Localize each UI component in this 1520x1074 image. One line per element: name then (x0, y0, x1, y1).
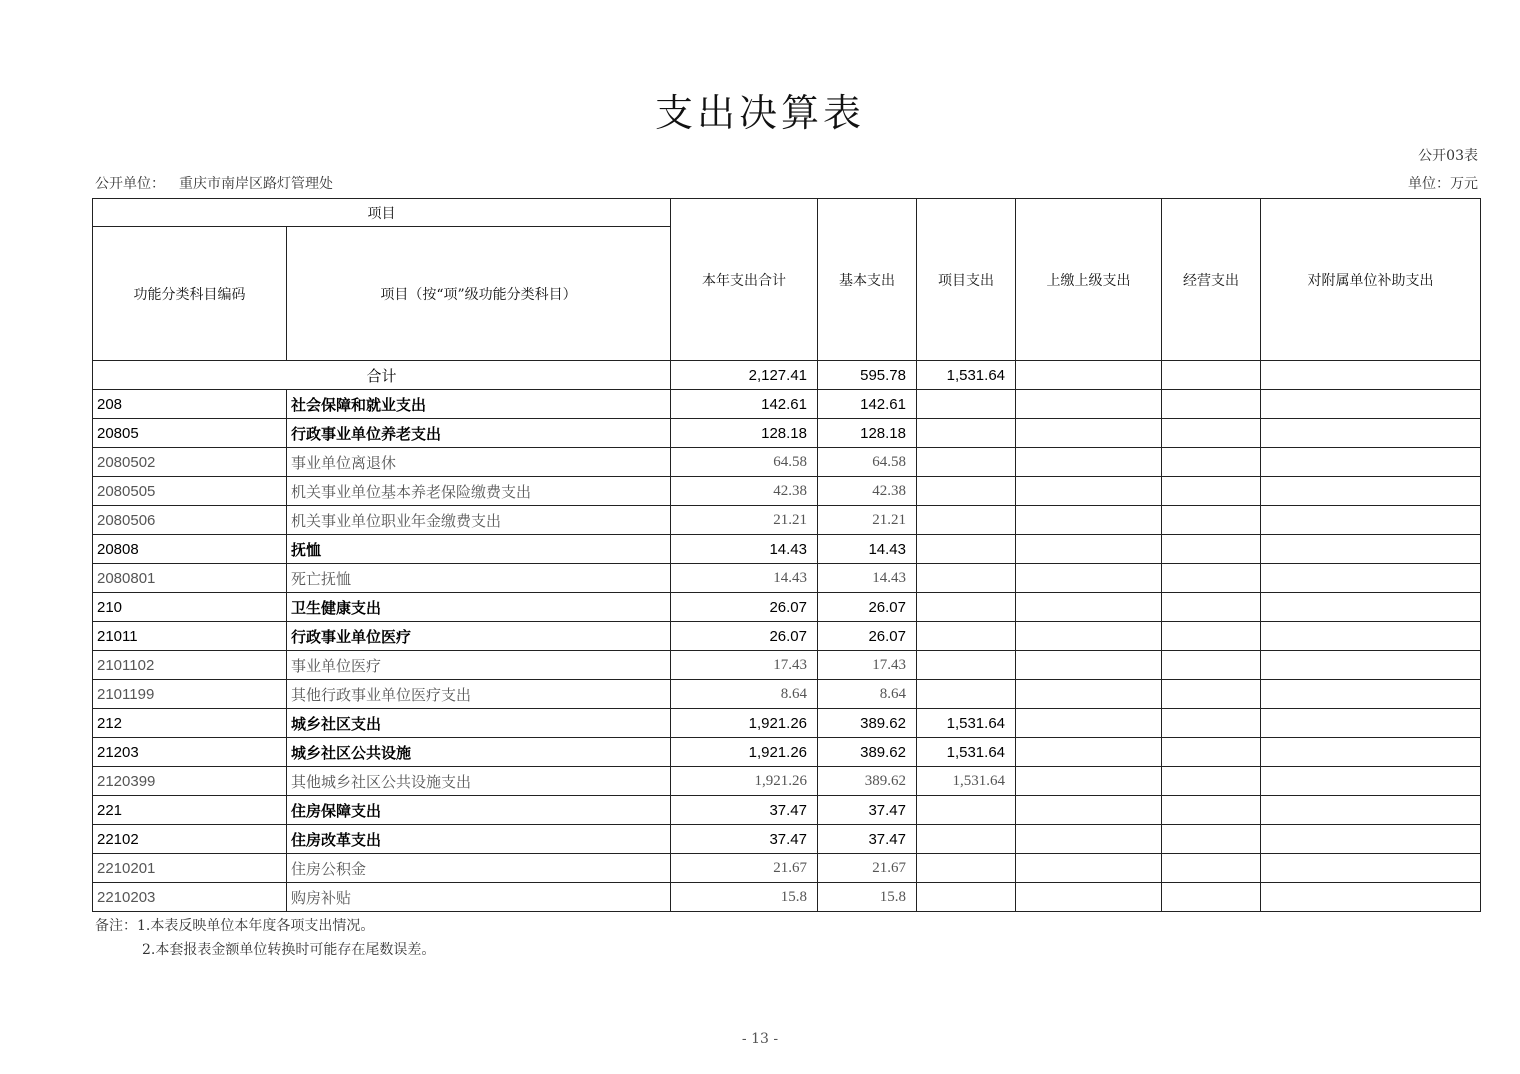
table-row (93, 854, 1481, 883)
cell-code: 2080506 (93, 506, 287, 535)
cell-project: 1,531.64 (917, 767, 1016, 796)
cell-upper (1016, 738, 1162, 767)
cell-basic: 64.58 (818, 448, 917, 477)
total-label: 合计 (93, 361, 671, 390)
cell-subsidiary (1261, 883, 1481, 912)
table-row (93, 796, 1481, 825)
table-row (93, 767, 1481, 796)
cell-name: 机关事业单位基本养老保险缴费支出 (287, 477, 671, 506)
cell-business (1162, 390, 1261, 419)
cell-code: 20808 (93, 535, 287, 564)
cell-basic: 15.8 (818, 883, 917, 912)
cell-total: 42.38 (671, 477, 818, 506)
cell-project (917, 419, 1016, 448)
cell-project (917, 883, 1016, 912)
cell-total: 15.8 (671, 883, 818, 912)
cell-project (917, 593, 1016, 622)
cell-business (1162, 854, 1261, 883)
cell-total: 1,921.26 (671, 738, 818, 767)
table-row (93, 622, 1481, 651)
cell-basic: 8.64 (818, 680, 917, 709)
cell-upper (1016, 854, 1162, 883)
cell-code: 221 (93, 796, 287, 825)
cell-business (1162, 709, 1261, 738)
cell-business (1162, 419, 1261, 448)
cell-business (1162, 767, 1261, 796)
cell-total: 17.43 (671, 651, 818, 680)
note-line-1: 备注：1.本表反映单位本年度各项支出情况。 (95, 918, 375, 934)
cell-subsidiary (1261, 796, 1481, 825)
cell-name: 住房保障支出 (287, 796, 671, 825)
table-row (93, 825, 1481, 854)
cell-name: 购房补贴 (287, 883, 671, 912)
cell-subsidiary (1261, 767, 1481, 796)
cell-code: 210 (93, 593, 287, 622)
cell-basic: 26.07 (818, 622, 917, 651)
cell-upper (1016, 419, 1162, 448)
cell-basic: 42.38 (818, 477, 917, 506)
header-project-group: 项目 (93, 199, 671, 227)
cell-subsidiary (1261, 651, 1481, 680)
note-line-2: 2.本套报表金额单位转换时可能存在尾数误差。 (142, 942, 436, 958)
table-row (93, 709, 1481, 738)
cell-name: 事业单位离退休 (287, 448, 671, 477)
cell-business (1162, 535, 1261, 564)
cell-subsidiary (1261, 535, 1481, 564)
cell-total: 128.18 (671, 419, 818, 448)
cell-total: 8.64 (671, 680, 818, 709)
cell-code: 2080505 (93, 477, 287, 506)
cell-basic: 37.47 (818, 825, 917, 854)
cell-upper (1016, 564, 1162, 593)
cell-basic: 21.21 (818, 506, 917, 535)
cell-code: 2101199 (93, 680, 287, 709)
cell-basic: 37.47 (818, 796, 917, 825)
cell-subsidiary (1261, 506, 1481, 535)
cell-project (917, 854, 1016, 883)
cell-project (917, 477, 1016, 506)
cell-project (917, 651, 1016, 680)
cell-project (917, 622, 1016, 651)
table-row (93, 680, 1481, 709)
total-business (1162, 361, 1261, 390)
header-code: 功能分类科目编码 (93, 227, 287, 361)
header-business: 经营支出 (1162, 199, 1261, 361)
cell-project (917, 825, 1016, 854)
cell-name: 城乡社区公共设施 (287, 738, 671, 767)
cell-subsidiary (1261, 622, 1481, 651)
cell-total: 14.43 (671, 535, 818, 564)
cell-project: 1,531.64 (917, 738, 1016, 767)
cell-code: 2080502 (93, 448, 287, 477)
cell-name: 行政事业单位养老支出 (287, 419, 671, 448)
cell-code: 21011 (93, 622, 287, 651)
cell-business (1162, 564, 1261, 593)
cell-basic: 389.62 (818, 709, 917, 738)
cell-business (1162, 448, 1261, 477)
cell-upper (1016, 535, 1162, 564)
cell-basic: 128.18 (818, 419, 917, 448)
cell-business (1162, 593, 1261, 622)
cell-upper (1016, 825, 1162, 854)
cell-total: 21.67 (671, 854, 818, 883)
cell-business (1162, 825, 1261, 854)
table-row (93, 738, 1481, 767)
cell-subsidiary (1261, 593, 1481, 622)
cell-code: 20805 (93, 419, 287, 448)
currency-unit: 单位：万元 (1408, 176, 1478, 192)
cell-total: 26.07 (671, 593, 818, 622)
cell-basic: 142.61 (818, 390, 917, 419)
cell-total: 64.58 (671, 448, 818, 477)
cell-basic: 26.07 (818, 593, 917, 622)
reporting-unit-name: 重庆市南岸区路灯管理处 (179, 176, 333, 192)
cell-name: 城乡社区支出 (287, 709, 671, 738)
cell-basic: 389.62 (818, 767, 917, 796)
cell-subsidiary (1261, 825, 1481, 854)
cell-project (917, 680, 1016, 709)
cell-subsidiary (1261, 419, 1481, 448)
cell-name: 社会保障和就业支出 (287, 390, 671, 419)
cell-project (917, 506, 1016, 535)
cell-subsidiary (1261, 738, 1481, 767)
page-title: 支出决算表 (654, 91, 865, 135)
cell-subsidiary (1261, 680, 1481, 709)
cell-upper (1016, 506, 1162, 535)
cell-upper (1016, 796, 1162, 825)
cell-upper (1016, 651, 1162, 680)
form-code: 公开03表 (1418, 148, 1478, 164)
cell-basic: 389.62 (818, 738, 917, 767)
cell-subsidiary (1261, 709, 1481, 738)
total-total: 2,127.41 (671, 361, 818, 390)
cell-code: 2120399 (93, 767, 287, 796)
cell-upper (1016, 767, 1162, 796)
expenditure-table (92, 198, 1481, 912)
cell-project (917, 564, 1016, 593)
table-row (93, 883, 1481, 912)
cell-project: 1,531.64 (917, 709, 1016, 738)
cell-upper (1016, 593, 1162, 622)
cell-business (1162, 883, 1261, 912)
cell-business (1162, 477, 1261, 506)
cell-business (1162, 622, 1261, 651)
cell-subsidiary (1261, 448, 1481, 477)
header-basic: 基本支出 (818, 199, 917, 361)
cell-code: 22102 (93, 825, 287, 854)
table-row (93, 448, 1481, 477)
header-total: 本年支出合计 (671, 199, 818, 361)
cell-project (917, 535, 1016, 564)
cell-total: 1,921.26 (671, 767, 818, 796)
cell-upper (1016, 709, 1162, 738)
cell-name: 住房改革支出 (287, 825, 671, 854)
cell-total: 37.47 (671, 825, 818, 854)
cell-business (1162, 506, 1261, 535)
header-subsidiary: 对附属单位补助支出 (1261, 199, 1481, 361)
cell-upper (1016, 477, 1162, 506)
table-row (93, 477, 1481, 506)
cell-business (1162, 651, 1261, 680)
cell-name: 住房公积金 (287, 854, 671, 883)
cell-business (1162, 738, 1261, 767)
cell-project (917, 390, 1016, 419)
cell-total: 37.47 (671, 796, 818, 825)
cell-name: 死亡抚恤 (287, 564, 671, 593)
cell-subsidiary (1261, 854, 1481, 883)
cell-code: 2101102 (93, 651, 287, 680)
table-row (93, 535, 1481, 564)
table-row (93, 651, 1481, 680)
cell-upper (1016, 448, 1162, 477)
cell-code: 2210201 (93, 854, 287, 883)
cell-code: 212 (93, 709, 287, 738)
cell-subsidiary (1261, 390, 1481, 419)
cell-upper (1016, 390, 1162, 419)
page-number: - 13 - (741, 1031, 779, 1047)
total-project: 1,531.64 (917, 361, 1016, 390)
cell-code: 208 (93, 390, 287, 419)
cell-upper (1016, 622, 1162, 651)
cell-name: 其他行政事业单位医疗支出 (287, 680, 671, 709)
cell-subsidiary (1261, 564, 1481, 593)
cell-upper (1016, 680, 1162, 709)
total-row (93, 361, 1481, 390)
cell-basic: 17.43 (818, 651, 917, 680)
cell-total: 14.43 (671, 564, 818, 593)
cell-basic: 14.43 (818, 564, 917, 593)
cell-basic: 14.43 (818, 535, 917, 564)
cell-code: 2210203 (93, 883, 287, 912)
cell-total: 142.61 (671, 390, 818, 419)
cell-project (917, 796, 1016, 825)
cell-name: 卫生健康支出 (287, 593, 671, 622)
cell-project (917, 448, 1016, 477)
table-row (93, 390, 1481, 419)
cell-subsidiary (1261, 477, 1481, 506)
cell-basic: 21.67 (818, 854, 917, 883)
cell-total: 1,921.26 (671, 709, 818, 738)
table-row (93, 506, 1481, 535)
cell-business (1162, 796, 1261, 825)
cell-total: 21.21 (671, 506, 818, 535)
cell-business (1162, 680, 1261, 709)
reporting-unit (95, 173, 333, 193)
notes (95, 914, 435, 962)
cell-name: 抚恤 (287, 535, 671, 564)
header-project: 项目支出 (917, 199, 1016, 361)
cell-name: 事业单位医疗 (287, 651, 671, 680)
cell-upper (1016, 883, 1162, 912)
reporting-unit-label: 公开单位： (95, 176, 165, 192)
cell-name: 机关事业单位职业年金缴费支出 (287, 506, 671, 535)
cell-name: 其他城乡社区公共设施支出 (287, 767, 671, 796)
total-basic: 595.78 (818, 361, 917, 390)
table-row (93, 419, 1481, 448)
cell-total: 26.07 (671, 622, 818, 651)
total-upper (1016, 361, 1162, 390)
cell-name: 行政事业单位医疗 (287, 622, 671, 651)
header-name: 项目（按“项”级功能分类科目） (287, 227, 671, 361)
total-subsidiary (1261, 361, 1481, 390)
header-upper: 上缴上级支出 (1016, 199, 1162, 361)
table-row (93, 593, 1481, 622)
cell-code: 2080801 (93, 564, 287, 593)
cell-code: 21203 (93, 738, 287, 767)
table-row (93, 564, 1481, 593)
